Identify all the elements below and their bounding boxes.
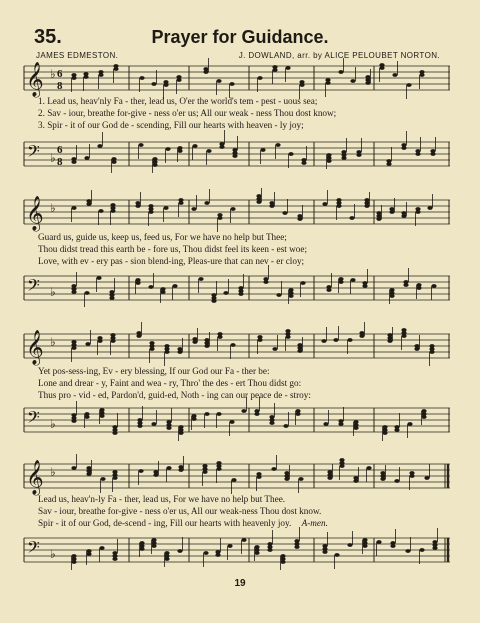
treble-clef-icon: 𝄞: [26, 196, 44, 231]
note-head: [359, 331, 364, 335]
note-head: [110, 333, 115, 337]
note-head: [341, 156, 346, 160]
note-head: [229, 420, 234, 424]
note-head: [338, 280, 343, 284]
note-head: [339, 458, 344, 462]
note-head: [137, 424, 142, 428]
note-head: [334, 553, 339, 557]
note-head: [71, 419, 76, 423]
note-head: [256, 472, 261, 476]
note-head: [198, 277, 203, 281]
note-head: [267, 548, 272, 552]
bass-clef-icon: 𝄢: [27, 141, 40, 165]
bass-clef-icon: 𝄢: [27, 275, 40, 299]
note-head: [272, 65, 277, 69]
note-head: [230, 343, 235, 347]
svg-text:♭: ♭: [50, 465, 56, 479]
note-head: [97, 336, 102, 340]
note-head: [427, 206, 432, 210]
note-head: [96, 276, 101, 280]
note-head: [419, 548, 424, 552]
note-head: [269, 421, 274, 425]
note-head: [151, 82, 156, 86]
note-head: [100, 477, 105, 481]
note-head: [366, 466, 371, 470]
note-head: [71, 340, 76, 344]
note-head: [71, 160, 76, 164]
note-head: [406, 83, 411, 87]
note-head: [392, 73, 397, 77]
lyric-line: [38, 518, 438, 529]
treble-clef-icon: 𝄞: [26, 460, 44, 495]
note-head: [241, 409, 246, 413]
note-head: [84, 291, 89, 295]
note-head: [254, 412, 259, 416]
note-head: [219, 145, 224, 149]
note-head: [203, 551, 208, 555]
note-head: [297, 214, 302, 218]
note-head: [276, 293, 281, 297]
note-head: [419, 70, 424, 74]
note-head: [403, 283, 408, 287]
note-head: [135, 281, 140, 285]
treble-staff-system-2: [24, 196, 450, 230]
lyric-line: 3. Spir - it of our God de - scending, Fill our hearts with heaven - ly joy;: [38, 120, 304, 130]
svg-text:8: 8: [57, 156, 63, 168]
note-head: [394, 428, 399, 432]
note-head: [153, 470, 158, 474]
lyric-line: Lone and drear - y, Faint and wea - ry, Thro' the des - ert Thou didst go:: [38, 378, 302, 388]
treble-staff-system-3: [24, 330, 450, 364]
note-head: [230, 207, 235, 211]
note-head: [299, 80, 304, 84]
note-head: [376, 211, 381, 215]
note-head: [136, 331, 141, 335]
note-head: [376, 540, 381, 544]
note-head: [71, 466, 76, 470]
note-head: [362, 544, 367, 548]
note-head: [216, 79, 221, 83]
note-head: [415, 207, 420, 211]
note-head: [333, 338, 338, 342]
note-head: [176, 75, 181, 79]
note-head: [211, 299, 216, 303]
note-head: [297, 343, 302, 347]
lyric-text: Spir - it of our God, de-scend - ing, Fill our hearts with heavenly joy.: [38, 518, 292, 528]
note-head: [288, 294, 293, 298]
hymn-number: 35.: [34, 26, 62, 48]
treble-staff-system-4: [24, 460, 450, 494]
note-head: [178, 465, 183, 469]
note-head: [349, 216, 354, 220]
note-head: [83, 72, 88, 76]
svg-text:♭: ♭: [50, 285, 56, 299]
note-head: [229, 82, 234, 86]
note-head: [432, 546, 437, 550]
note-head: [217, 213, 222, 217]
note-head: [151, 544, 156, 548]
note-head: [409, 471, 414, 475]
note-head: [347, 543, 352, 547]
note-head: [84, 156, 89, 160]
lyric-line: Thus pro - vid - ed, Pardon'd, guid-ed, Noth - ing can our peace de - stroy:: [38, 390, 311, 400]
note-head: [151, 422, 156, 426]
note-head: [112, 557, 117, 561]
note-head: [191, 207, 196, 211]
bass-notes: [71, 527, 437, 570]
note-head: [206, 149, 211, 153]
note-head: [135, 201, 140, 205]
note-head: [191, 417, 196, 421]
note-head: [111, 160, 116, 164]
note-head: [414, 344, 419, 348]
note-head: [390, 544, 395, 548]
note-head: [86, 466, 91, 470]
melody-notes: [71, 58, 424, 99]
note-head: [326, 159, 331, 163]
note-head: [362, 284, 367, 288]
note-head: [217, 332, 222, 336]
note-head: [192, 144, 197, 148]
note-head: [321, 339, 326, 343]
note-head: [138, 143, 143, 147]
note-head: [71, 206, 76, 210]
bass-clef-icon: 𝄢: [27, 537, 40, 561]
note-head: [283, 424, 288, 428]
bass-clef-icon: 𝄢: [27, 407, 40, 431]
note-head: [85, 342, 90, 346]
note-head: [99, 414, 104, 418]
lyric-line: Thou didst tread this earth be - fore us, Thou didst feel its keen - est woe;: [38, 244, 308, 254]
note-head: [163, 206, 168, 210]
note-head: [177, 347, 182, 351]
note-head: [152, 163, 157, 167]
note-head: [379, 63, 384, 67]
note-head: [269, 201, 274, 205]
note-head: [139, 76, 144, 80]
note-head: [254, 551, 259, 555]
note-head: [109, 296, 114, 300]
treble-clef-icon: 𝄞: [26, 330, 44, 365]
note-head: [295, 412, 300, 416]
note-head: [353, 476, 358, 480]
note-head: [407, 422, 412, 426]
note-head: [364, 198, 369, 202]
note-head: [382, 431, 387, 435]
note-head: [216, 461, 221, 465]
note-head: [401, 146, 406, 150]
note-head: [322, 202, 327, 206]
page-number: 19: [234, 578, 246, 589]
time-signature-bottom: 8: [57, 80, 63, 92]
note-head: [97, 144, 102, 148]
note-head: [232, 154, 237, 158]
note-head: [86, 199, 91, 203]
note-head: [178, 431, 183, 435]
note-head: [271, 467, 276, 471]
note-head: [338, 70, 343, 74]
note-head: [164, 344, 169, 348]
lyricist-credit: JAMES EDMESTON.: [36, 51, 119, 60]
note-head: [112, 431, 117, 435]
lyric-line: Lead us, heav'n-ly Fa - ther, lead us, For we have no help but Thee.: [38, 494, 286, 504]
note-head: [178, 198, 183, 202]
note-head: [172, 284, 177, 288]
note-head: [112, 470, 117, 474]
note-head: [177, 149, 182, 153]
composer-credit: J. DOWLAND, arr. by ALICE PELOUBET NORTON.: [238, 51, 440, 60]
note-head: [350, 79, 355, 83]
note-head: [110, 203, 115, 207]
lyric-line: Sav - iour, breathe for-give - ness o'er us, All our weak-ness Thou dost know.: [38, 506, 322, 516]
note-head: [160, 290, 165, 294]
note-head: [204, 412, 209, 416]
note-head: [99, 546, 104, 550]
note-head: [164, 557, 169, 561]
note-head: [365, 75, 370, 79]
lyric-line: Love, with ev - ery pas - sion blend-ing, Pleas-ure that can nev - er cloy;: [38, 256, 305, 266]
note-head: [347, 338, 352, 342]
bass-staff-system-3: [24, 404, 450, 438]
note-head: [275, 143, 280, 147]
note-head: [163, 80, 168, 84]
note-head: [263, 280, 268, 284]
note-head: [322, 550, 327, 554]
note-head: [241, 538, 246, 542]
note-head: [113, 64, 118, 68]
note-head: [288, 152, 293, 156]
note-head: [401, 211, 406, 215]
bass-staff-system-1: [24, 138, 450, 172]
note-head: [204, 338, 209, 342]
svg-text:♭: ♭: [50, 417, 56, 431]
note-head: [415, 152, 420, 156]
note-head: [429, 344, 434, 348]
svg-text:♭: ♭: [50, 335, 56, 349]
note-head: [338, 422, 343, 426]
note-head: [138, 469, 143, 473]
note-head: [86, 552, 91, 556]
note-head: [203, 67, 208, 71]
note-head: [326, 288, 331, 292]
note-head: [285, 66, 290, 70]
note-head: [71, 290, 76, 294]
note-head: [430, 152, 435, 156]
amen-label: A-men.: [301, 518, 328, 528]
note-head: [327, 470, 332, 474]
note-head: [323, 422, 328, 426]
note-head: [215, 553, 220, 557]
note-head: [353, 426, 358, 430]
note-head: [148, 285, 153, 289]
svg-text:♭: ♭: [50, 547, 56, 561]
note-head: [148, 204, 153, 208]
note-head: [231, 478, 236, 482]
note-head: [389, 294, 394, 298]
note-head: [394, 479, 399, 483]
note-head: [298, 477, 303, 481]
bass-notes: [71, 130, 435, 173]
note-head: [401, 328, 406, 332]
bass-staff-system-4: [24, 534, 450, 568]
note-head: [71, 73, 76, 77]
melody-notes: [71, 322, 434, 366]
note-head: [424, 476, 429, 480]
lyric-line: 1. Lead us, heav'nly Fa - ther, lead us, O'er the world's tem - pest - uous sea;: [38, 96, 318, 106]
note-head: [325, 78, 330, 82]
svg-text:♭: ♭: [50, 201, 56, 215]
time-signature-top: 6: [57, 68, 63, 80]
note-head: [204, 201, 209, 205]
bass-staff-system-2: [24, 272, 450, 306]
note-head: [389, 207, 394, 211]
note-head: [192, 337, 197, 341]
note-head: [216, 412, 221, 416]
note-head: [350, 278, 355, 282]
treble-staff-system-1: [24, 62, 450, 96]
hymn-title: Prayer for Guidance.: [151, 27, 329, 47]
note-head: [387, 333, 392, 337]
note-head: [405, 549, 410, 553]
note-head: [386, 162, 391, 166]
note-head: [223, 291, 228, 295]
svg-text:♭: ♭: [50, 67, 56, 81]
note-head: [280, 560, 285, 564]
note-head: [260, 148, 265, 152]
note-head: [421, 415, 426, 419]
svg-text:6: 6: [57, 144, 63, 156]
note-head: [227, 544, 232, 548]
note-head: [285, 329, 290, 333]
note-head: [166, 426, 171, 430]
note-head: [300, 281, 305, 285]
note-head: [98, 70, 103, 74]
note-head: [257, 76, 262, 80]
note-head: [294, 545, 299, 549]
note-head: [431, 284, 436, 288]
note-head: [149, 341, 154, 345]
lyric-line: Yet pos-sess-ing, Ev - ery blessing, If our God our Fa - ther be:: [38, 366, 270, 376]
note-head: [272, 347, 277, 351]
note-head: [71, 560, 76, 564]
lyric-line: Guard us, guide us, keep us, feed us, For we have no help but Thee;: [38, 232, 287, 242]
note-head: [238, 292, 243, 296]
note-head: [257, 335, 262, 339]
note-head: [177, 549, 182, 553]
note-head: [380, 471, 385, 475]
note-head: [416, 286, 421, 290]
note-head: [284, 471, 289, 475]
note-head: [202, 464, 207, 468]
note-head: [98, 209, 103, 213]
treble-clef-icon: 𝄞: [26, 62, 44, 97]
melody-notes: [71, 188, 432, 232]
note-head: [356, 153, 361, 157]
bass-notes: [71, 265, 436, 307]
note-head: [282, 211, 287, 215]
note-head: [336, 198, 341, 202]
note-head: [256, 194, 261, 198]
note-head: [301, 161, 306, 165]
note-head: [84, 415, 89, 419]
note-head: [165, 147, 170, 151]
note-head: [139, 547, 144, 551]
note-head: [166, 466, 171, 470]
lyric-line: 2. Sav - iour, breathe for-give - ness o'er us; All our weak - ness Thou dost know;: [38, 108, 337, 118]
svg-text:♭: ♭: [50, 151, 56, 165]
